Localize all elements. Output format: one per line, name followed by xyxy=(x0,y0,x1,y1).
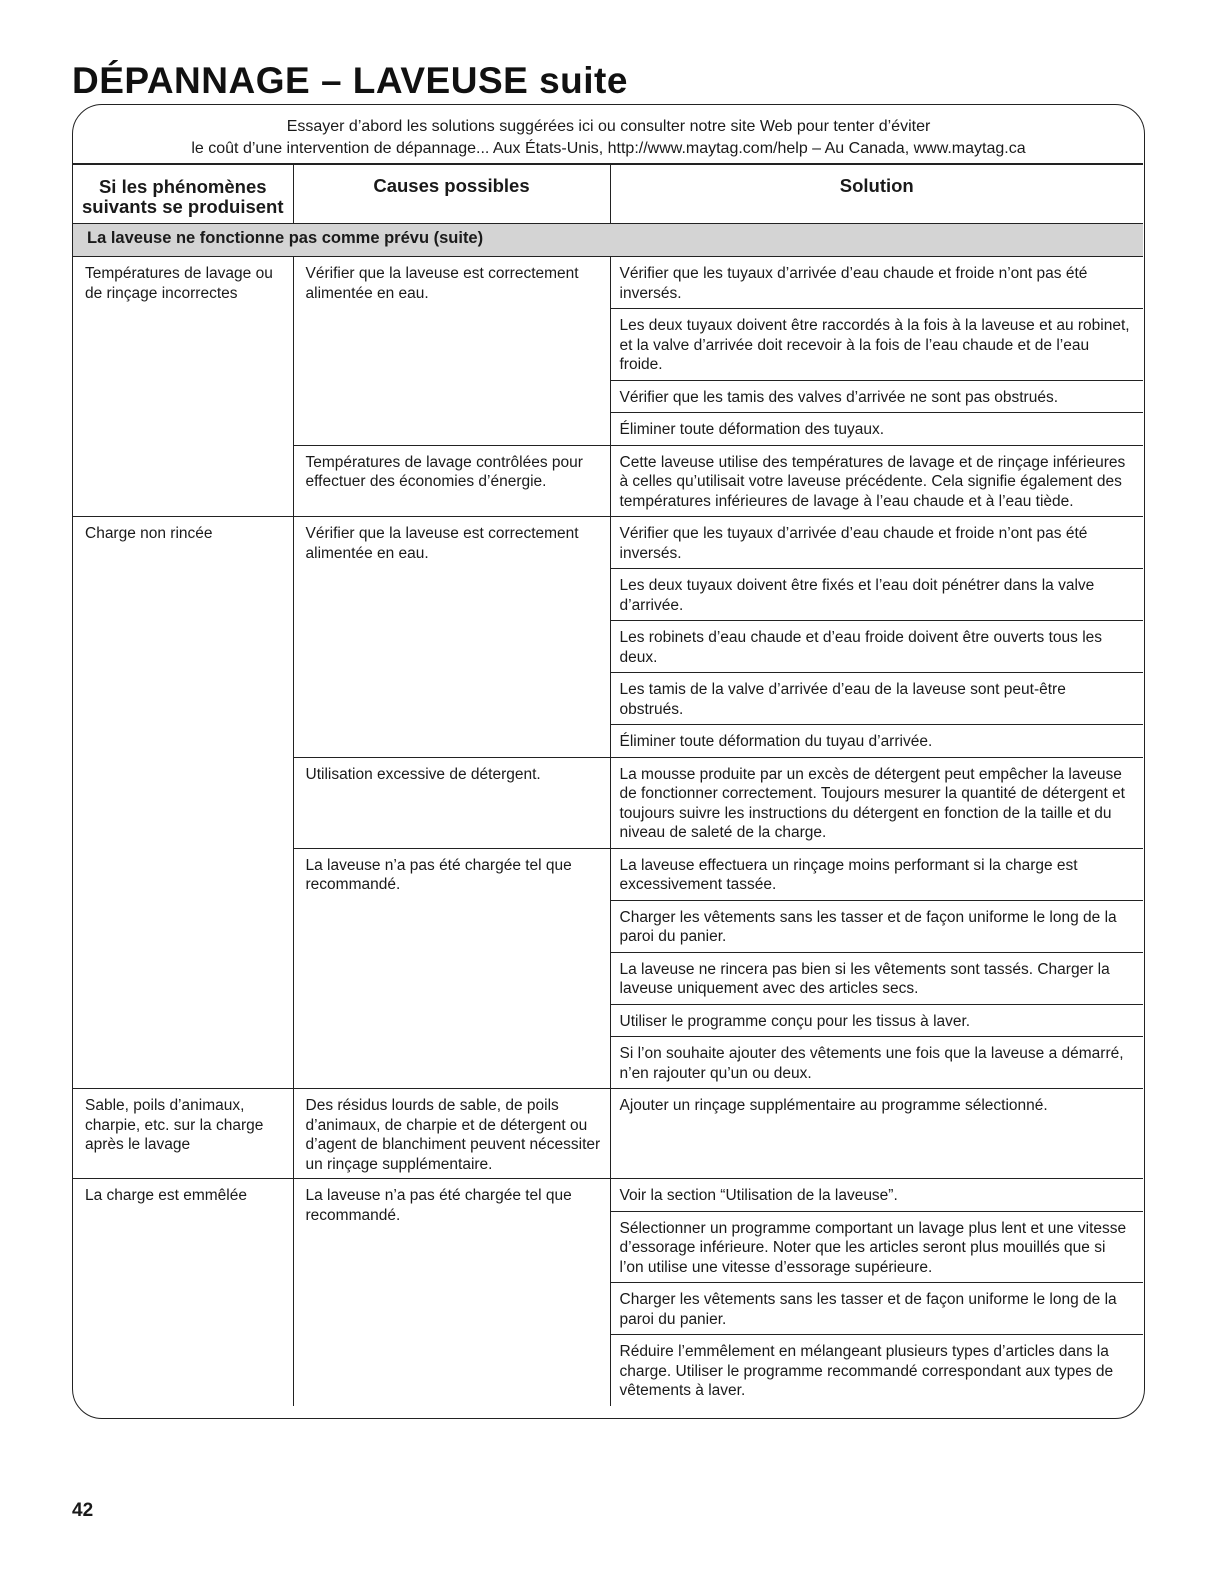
cause-text: Températures de lavage contrôlées pour effectuer des économies d’énergie. xyxy=(305,453,583,490)
symptom-cell xyxy=(73,257,293,517)
solution-cell xyxy=(610,257,1143,446)
header-cause: Causes possibles xyxy=(293,164,610,224)
cause-text: La laveuse n’a pas été chargée tel que recommandé. xyxy=(305,1187,572,1224)
solution-item: Voir la section “Utilisation de la laveuse”. xyxy=(611,1179,1144,1212)
solution-item: Charger les vêtements sans les tasser et de façon uniforme le long de la paroi du panier. xyxy=(611,1283,1144,1335)
solution-item: Les deux tuyaux doivent être raccordés à la fois à la laveuse et au robinet, et la valve d’arrivée doit recevoir à la fois de l’eau chaude et de l’eau froide. xyxy=(611,309,1144,381)
page-number: 42 xyxy=(72,1500,94,1521)
section-title: La laveuse ne fonctionne pas comme prévu (suite) xyxy=(73,224,1143,257)
cause-cell xyxy=(293,445,610,517)
solution-item: Les tamis de la valve d’arrivée d’eau de la laveuse sont peut-être obstrués. xyxy=(611,673,1144,725)
solution-cell xyxy=(610,1179,1143,1406)
cause-text: Vérifier que la laveuse est correctement alimentée en eau. xyxy=(305,525,579,562)
symptom-cell xyxy=(73,517,293,1089)
cause-cell xyxy=(293,517,610,758)
table-row xyxy=(73,257,1143,446)
header-solution: Solution xyxy=(610,164,1143,224)
table-body xyxy=(73,257,1143,1406)
solution-item: Si l’on souhaite ajouter des vêtements une fois que la laveuse a démarré, n’en rajouter qu’un ou deux. xyxy=(619,1045,1124,1082)
symptom-text: Températures de lavage ou de rinçage incorrectes xyxy=(85,265,273,302)
solution-item: Vérifier que les tuyaux d’arrivée d’eau chaude et froide n’ont pas été inversés. xyxy=(611,517,1144,569)
solution-item: Charger les vêtements sans les tasser et de façon uniforme le long de la paroi du panier. xyxy=(611,901,1144,953)
solution-item: Utiliser le programme conçu pour les tissus à laver. xyxy=(611,1005,1144,1038)
solution-cell xyxy=(610,757,1143,848)
page-title: DÉPANNAGE – LAVEUSE suite xyxy=(72,60,628,101)
symptom-cell xyxy=(73,1179,293,1406)
symptom-cell xyxy=(73,1089,293,1179)
solution-item: Les robinets d’eau chaude et d’eau froide doivent être ouverts tous les deux. xyxy=(611,621,1144,673)
intro-text xyxy=(72,116,1145,160)
symptom-text: Charge non rincée xyxy=(85,525,213,542)
solution-cell xyxy=(610,1089,1143,1179)
solution-item: Éliminer toute déformation des tuyaux. xyxy=(619,421,884,438)
solution-item: Éliminer toute déformation du tuyau d’arrivée. xyxy=(619,733,933,750)
header-symptom: Si les phénomènes suivants se produisent xyxy=(73,164,293,224)
intro-line-2: le coût d’une intervention de dépannage... Aux États-Unis, http://www.maytag.com/help – Au Canada, www.maytag.ca xyxy=(191,140,1026,157)
symptom-text: Sable, poils d’animaux, charpie, etc. sur la charge après le lavage xyxy=(85,1097,264,1153)
table-header-row xyxy=(73,164,1143,224)
solution-cell xyxy=(610,517,1143,758)
solution-item: La laveuse ne rincera pas bien si les vêtements sont tassés. Charger la laveuse uniquement avec des articles secs. xyxy=(611,953,1144,1005)
solution-item: Réduire l’emmêlement en mélangeant plusieurs types d’articles dans la charge. Utiliser le programme recommandé correspondant aux types de vêtements à laver. xyxy=(619,1343,1114,1399)
solution-item: La laveuse effectuera un rinçage moins performant si la charge est excessivement tassée. xyxy=(611,849,1144,901)
cause-cell xyxy=(293,1089,610,1179)
cause-cell xyxy=(293,257,610,446)
solution-item: Ajouter un rinçage supplémentaire au programme sélectionné. xyxy=(619,1097,1048,1114)
solution-item: Les deux tuyaux doivent être fixés et l’eau doit pénétrer dans la valve d’arrivée. xyxy=(611,569,1144,621)
symptom-text: La charge est emmêlée xyxy=(85,1187,247,1204)
solution-cell xyxy=(610,848,1143,1089)
solution-item: Sélectionner un programme comportant un lavage plus lent et une vitesse d’essorage inférieure. Noter que les articles seront plus mouillés que si l’on utilise une vitesse d’essorage supérieure. xyxy=(611,1212,1144,1284)
solution-cell xyxy=(610,445,1143,517)
troubleshooting-table xyxy=(73,163,1143,1406)
cause-cell xyxy=(293,757,610,848)
cause-text: Vérifier que la laveuse est correctement alimentée en eau. xyxy=(305,265,579,302)
solution-item: Vérifier que les tamis des valves d’arrivée ne sont pas obstrués. xyxy=(611,381,1144,414)
intro-line-1: Essayer d’abord les solutions suggérées ici ou consulter notre site Web pour tenter d’éviter xyxy=(286,118,931,135)
cause-cell xyxy=(293,1179,610,1406)
cause-text: La laveuse n’a pas été chargée tel que recommandé. xyxy=(305,856,572,893)
cause-text: Des résidus lourds de sable, de poils d’animaux, de charpie et de détergent ou d’agent de blanchiment peuvent nécessiter un rinçage supplémentaire. xyxy=(305,1097,601,1173)
section-row xyxy=(73,224,1143,257)
cause-text: Utilisation excessive de détergent. xyxy=(305,765,541,783)
table-row xyxy=(73,517,1143,758)
table-row xyxy=(73,1179,1143,1406)
cause-cell xyxy=(293,848,610,1089)
solution-item: La mousse produite par un excès de détergent peut empêcher la laveuse de fonctionner correctement. Toujours mesurer la quantité de détergent et toujours suivre les instructions du détergent en fonction de la taille et du niveau de saleté de la charge. xyxy=(619,765,1125,841)
solution-item: Vérifier que les tuyaux d’arrivée d’eau chaude et froide n’ont pas été inversés. xyxy=(611,257,1144,309)
solution-item: Cette laveuse utilise des températures de lavage et de rinçage inférieures à celles qu’utilisait votre laveuse précédente. Cela signifie également des températures inférieures de lavage à l’eau chaude et à l’eau tiède. xyxy=(619,453,1126,510)
table-row xyxy=(73,1089,1143,1179)
